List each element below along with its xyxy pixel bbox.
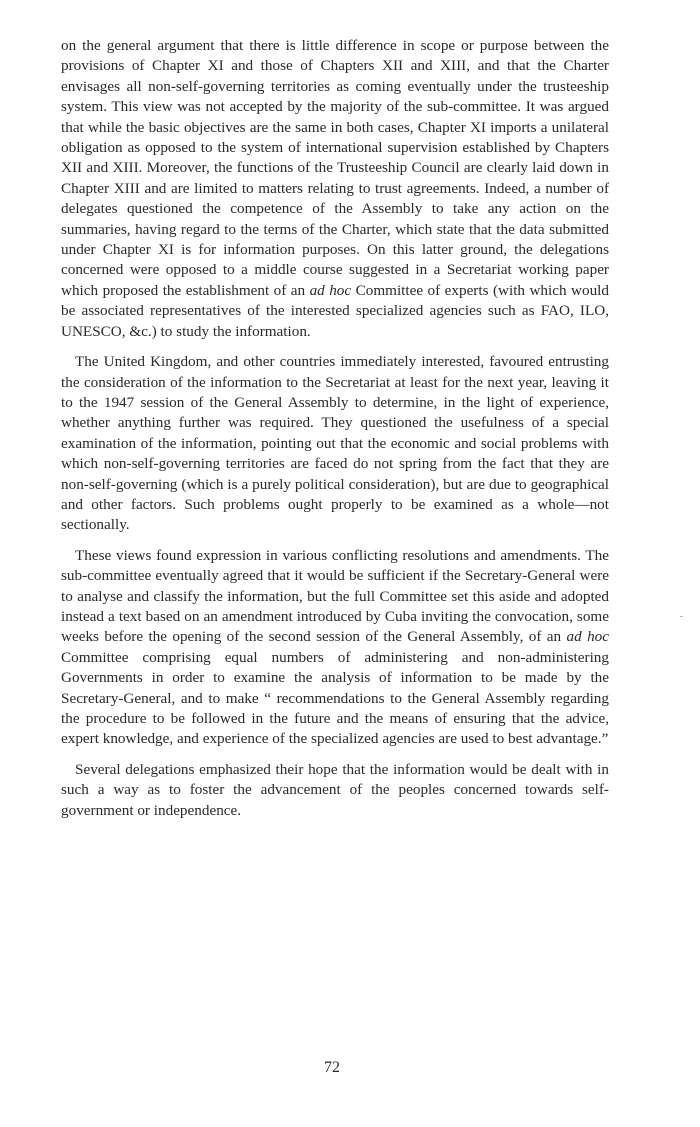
- paragraph-3-text-a: These views found expression in various conflicting resolutions and amendments. The sub-committee eventually agreed that it would be sufficient if the Secretary-General were to analyse and classify the information, but the full Committee set this aside and adopted instead a text based on an amendment introduced by Cuba inviting the convocation, some weeks before the opening of the second session of the General Assembly, of an: [61, 546, 609, 646]
- margin-mark: [680, 616, 683, 617]
- paragraph-2-text: The United Kingdom, and other countries immediately interested, favoured entrusting the consideration of the information to the Secretariat at least for the next year, leaving it to the 1947 session of the General Assembly to determine, in the light of experience, whether anything further was required. They questioned the usefulness of a special examination of the information, pointing out that the economic and social problems with which non-self-governing territories are faced do not spring from the fact that they are non-self-governing (which is a purely political consideration), but are due to geographical and other factors. Such problems ought properly to be examined as a whole—not sectionally.: [61, 353, 609, 534]
- document-body: [61, 36, 609, 831]
- paragraph-3-italic-ad-hoc: ad hoc: [566, 628, 609, 646]
- paragraph-1-text-b: Committee of experts (with which would be associated representatives of the interested specialized agencies such as FAO, ILO, UNESCO, &c.) to study the information.: [61, 281, 609, 340]
- paragraph-2: [61, 352, 609, 536]
- paragraph-3: [61, 546, 609, 750]
- paragraph-1: [61, 36, 609, 342]
- paragraph-1-italic-ad-hoc: ad hoc: [309, 281, 352, 299]
- paragraph-3-text-b: Committee comprising equal numbers of administering and non-administering Governments in order to examine the analysis of information to be made by the Secretary-General, and to make “ recommendations to the General Assembly regarding the procedure to be followed in the future and the means of ensuring that the advice, expert knowledge, and experience of the specialized agencies are used to best advantage.”: [61, 648, 609, 748]
- paragraph-1-text-a: on the general argument that there is little difference in scope or purpose between the provisions of Chapter XI and those of Chapters XII and XIII, and that the Charter envisages all non-self-governing territories as coming eventually under the trusteeship system. This view was not accepted by the majority of the sub-committee. It was argued that while the basic objectives are the same in both cases, Chapter XI imports a unilateral obligation as opposed to the system of international supervision established by Chapters XII and XIII. Moreover, the functions of the Trusteeship Council are clearly laid down in Chapter XIII and are limited to matters relating to trust agreements. Indeed, a number of delegates questioned the competence of the Assembly to take any action on the summaries, having regard to the terms of the Charter, which state that the data submitted under Chapter XI is for information purposes. On this latter ground, the delegations concerned were opposed to a middle course suggested in a Secretariat working paper which proposed the establishment of an: [61, 37, 609, 299]
- page-number: 72: [324, 1059, 340, 1076]
- paragraph-4: [61, 760, 609, 821]
- paragraph-4-text: Several delegations emphasized their hope that the information would be dealt with in such a way as to foster the advancement of the peoples concerned towards self-government or independence.: [61, 760, 609, 819]
